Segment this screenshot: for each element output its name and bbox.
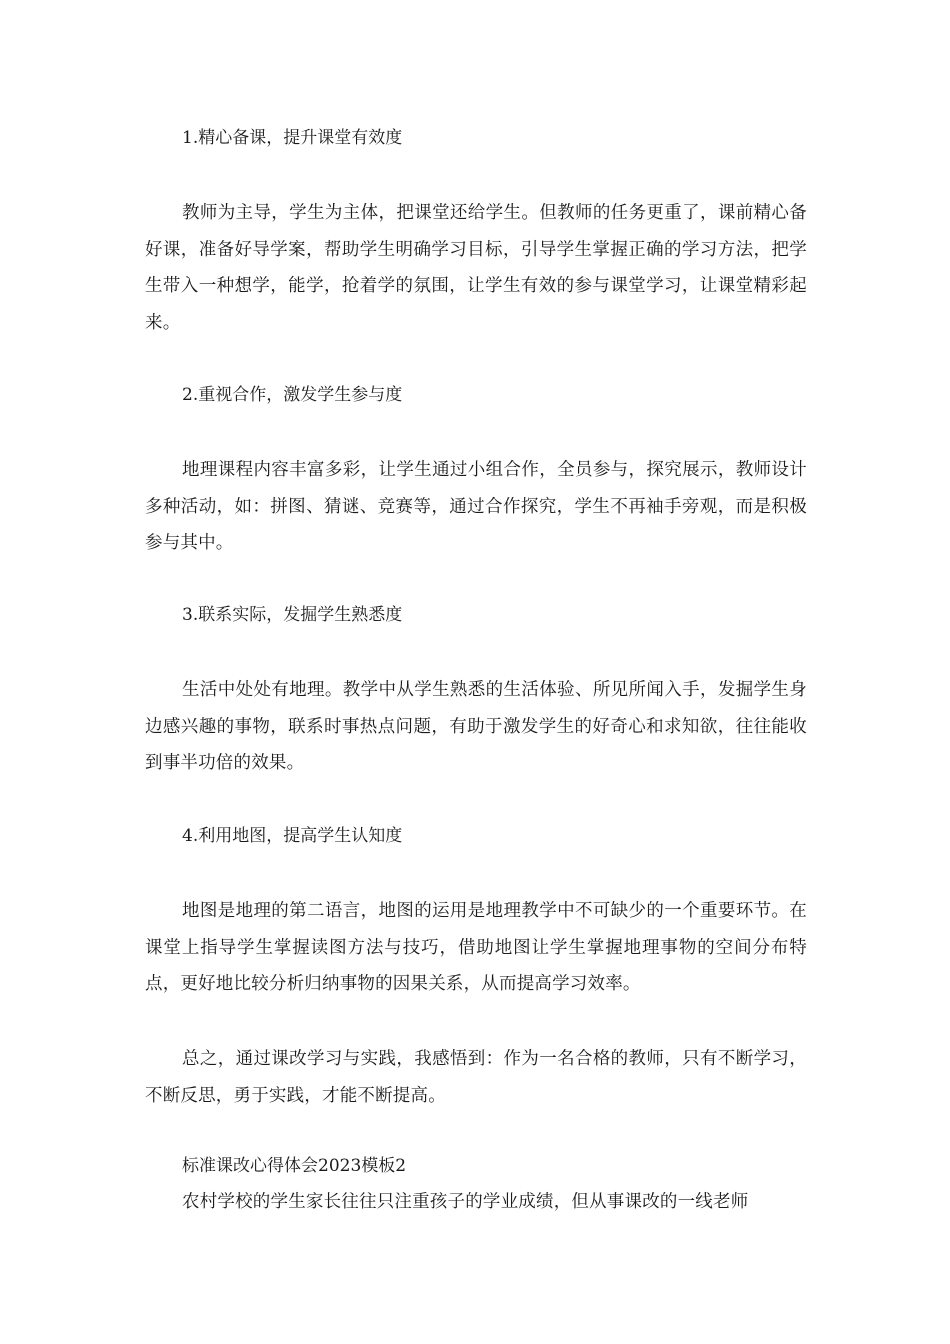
next-template-body: 农村学校的学生家长往往只注重孩子的学业成绩，但从事课改的一线老师: [182, 1192, 749, 1212]
section-body-3: 生活中处处有地理。教学中从学生熟悉的生活体验、所见所闻入手，发掘学生身边感兴趣的事物，联系时事热点问题，有助于激发学生的好奇心和求知欲，往往能收到事半功倍的效果。: [145, 680, 807, 773]
section-heading-3: 3.联系实际，发掘学生熟悉度: [182, 605, 403, 625]
section-body-2: 地理课程内容丰富多彩，让学生通过小组合作，全员参与，探究展示，教师设计多种活动，如：拼图、猜谜、竞赛等，通过合作探究，学生不再袖手旁观，而是积极参与其中。: [145, 460, 807, 553]
section-body-4: 地图是地理的第二语言，地图的运用是地理教学中不可缺少的一个重要环节。在课堂上指导学生掌握读图方法与技巧，借助地图让学生掌握地理事物的空间分布特点，更好地比较分析归纳事物的因果关系，从而提高学习效率。: [145, 901, 807, 994]
section-heading-4: 4.利用地图，提高学生认知度: [182, 826, 403, 846]
conclusion-paragraph: 总之，通过课改学习与实践，我感悟到：作为一名合格的教师，只有不断学习，不断反思，勇于实践，才能不断提高。: [145, 1049, 807, 1106]
section-heading-2: 2.重视合作，激发学生参与度: [182, 385, 403, 405]
section-body-1: 教师为主导，学生为主体，把课堂还给学生。但教师的任务更重了，课前精心备好课，准备好导学案，帮助学生明确学习目标，引导学生掌握正确的学习方法，把学生带入一种想学，能学，抢着学的氛围，让学生有效的参与课堂学习，让课堂精彩起来。: [145, 203, 807, 333]
section-heading-1: 1.精心备课，提升课堂有效度: [182, 128, 403, 148]
next-template-title: 标准课改心得体会2023模板2: [182, 1156, 407, 1176]
